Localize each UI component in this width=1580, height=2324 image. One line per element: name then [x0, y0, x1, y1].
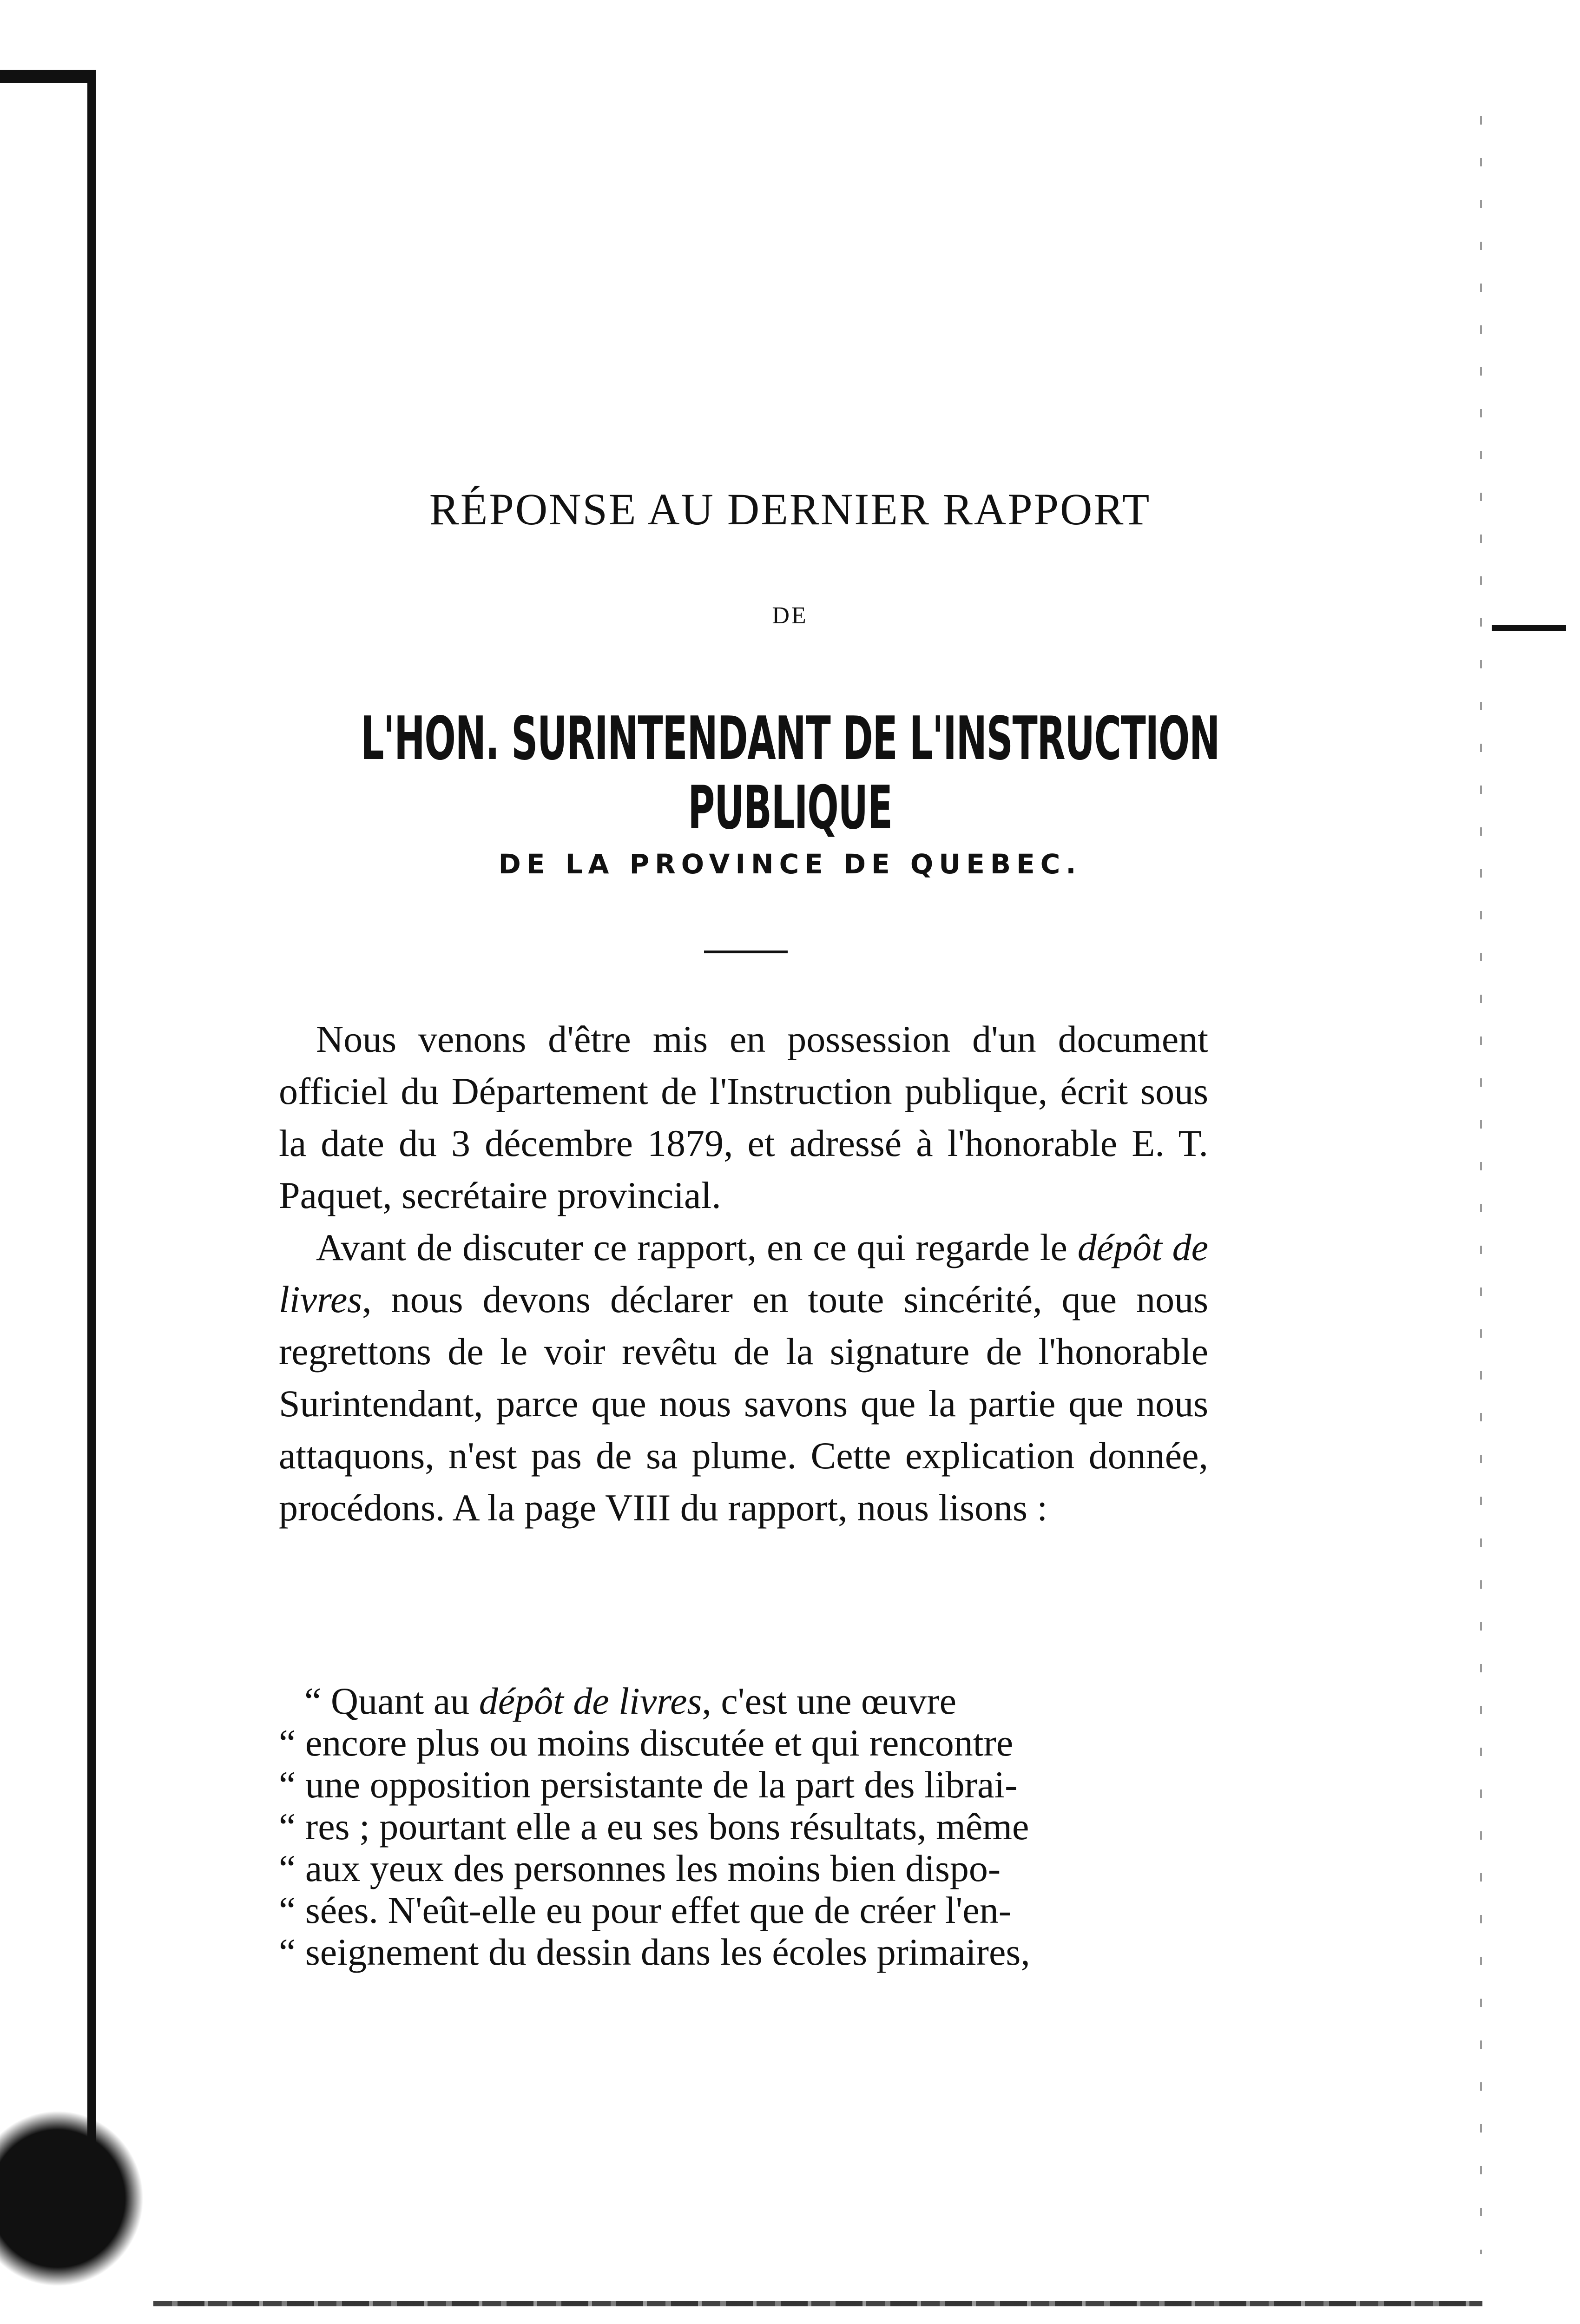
quote-line-1-start: “ Quant au — [304, 1680, 479, 1722]
quote-line-5: “ aux yeux des personnes les moins bien dispo- — [279, 1847, 1001, 1889]
quote-line-1 — [279, 1680, 1208, 1722]
title-reponse: RÉPONSE AU DERNIER RAPPORT — [429, 484, 1151, 534]
paragraph-1: Nous venons d'être mis en possession d'un document officiel du Département de l'Instruction publique, écrit sous la date du 3 décembre 1879, et adressé à l'honorable E. T. Paquet, secrétaire provincial. — [279, 1018, 1208, 1216]
title-surintendant: L'HON. SURINTENDANT DE L'INSTRUCTION PUBLIQUE — [360, 704, 1220, 843]
title-de: DE — [772, 602, 808, 629]
quote-line-6: “ sées. N'eût-elle eu pour effet que de créer l'en- — [279, 1889, 1012, 1931]
quotation-block — [279, 1680, 1208, 1973]
quote-line-7: “ seignement du dessin dans les écoles primaires, — [279, 1931, 1030, 1973]
paragraph-2-emphasis: dépôt de livres — [279, 1226, 1208, 1320]
binding-bar-top — [0, 70, 95, 83]
paragraph-2-start: Avant de discuter ce rapport, en ce qui regarde le — [316, 1226, 1078, 1268]
paragraph-2-end: , nous devons déclarer en toute sincérité, que nous regrettons de le voir revêtu de la signature de l'honorable Surintendant, parce que nous savons que la partie que nous attaquons, n'est pas de sa plume. Cette explication donnée, procédons. A la page VIII du rapport, nous lisons : — [279, 1278, 1208, 1529]
binding-ink-blot — [0, 2110, 144, 2287]
bottom-scan-rule — [153, 2301, 1482, 2306]
binding-bar-vertical — [87, 70, 96, 2254]
quote-line-1-end: , c'est une œuvre — [702, 1680, 956, 1722]
paragraph-2 — [279, 1221, 1208, 1534]
right-edge-scan-artifact — [1480, 116, 1482, 2254]
quote-line-1-emphasis: dépôt de livres — [479, 1680, 702, 1722]
quote-line-3: “ une opposition persistante de la part des librai- — [279, 1763, 1018, 1806]
quote-line-4: “ res ; pourtant elle a eu ses bons résultats, même — [279, 1805, 1029, 1848]
binding-edge-scan-artifact — [0, 0, 100, 2324]
title-separator-rule — [704, 951, 788, 953]
body-text — [279, 1013, 1208, 1534]
title-province: DE LA PROVINCE DE QUEBEC. — [498, 848, 1082, 880]
quote-line-2: “ encore plus ou moins discutée et qui rencontre — [279, 1722, 1014, 1764]
